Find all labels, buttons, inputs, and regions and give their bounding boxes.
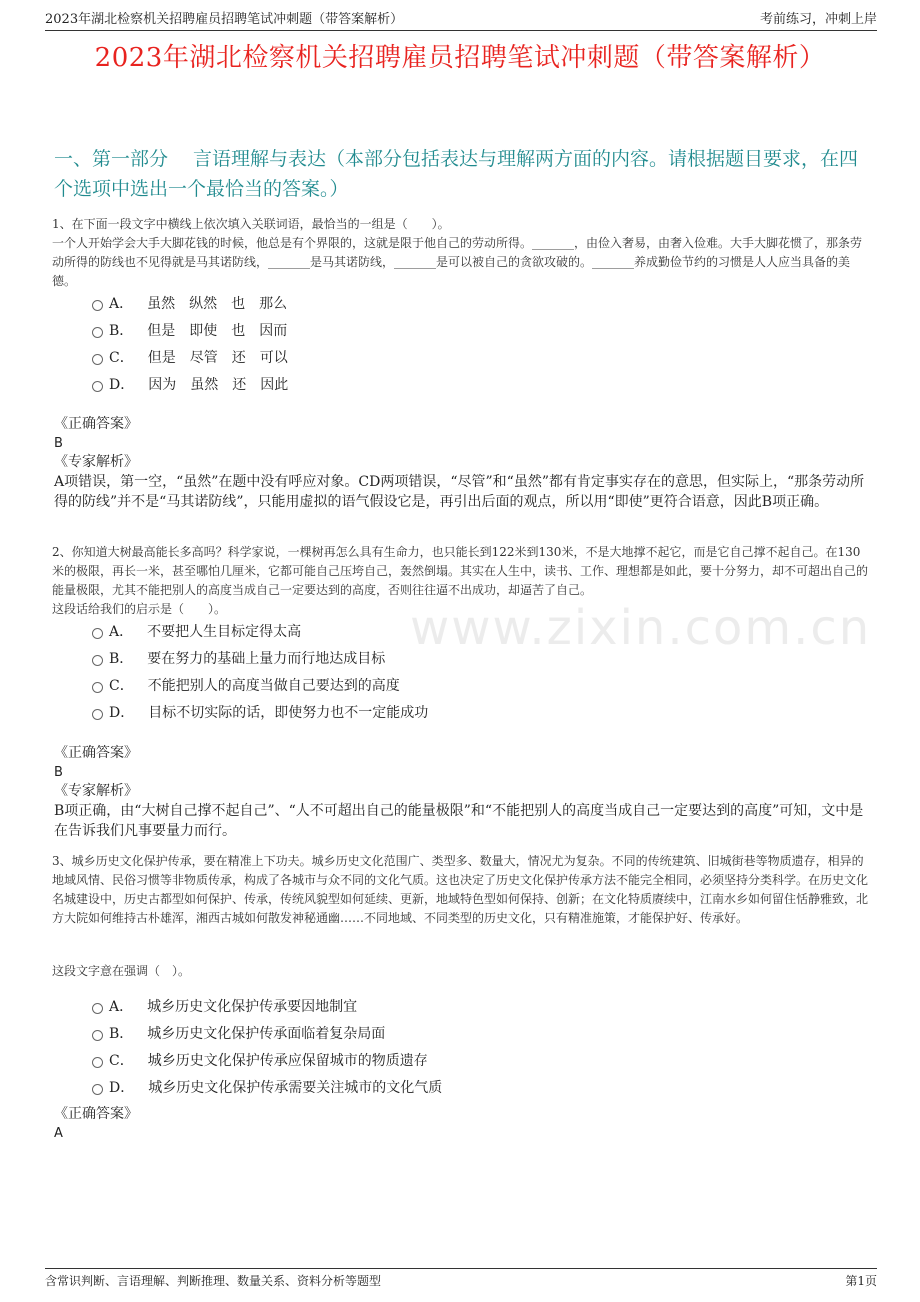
question-3-options bbox=[92, 992, 442, 1100]
option-letter: B． bbox=[109, 322, 134, 339]
option-b[interactable] bbox=[92, 316, 288, 343]
option-letter: D． bbox=[109, 1079, 135, 1096]
option-c[interactable] bbox=[92, 671, 428, 698]
option-a[interactable] bbox=[92, 289, 288, 316]
document-title: 2023年湖北检察机关招聘雇员招聘笔试冲刺题（带答案解析） bbox=[94, 43, 826, 73]
question-3-answer bbox=[54, 1105, 874, 1143]
answer-label: 《正确答案》 bbox=[54, 1106, 138, 1122]
option-letter: A． bbox=[109, 623, 134, 640]
option-letter: B． bbox=[109, 650, 134, 667]
option-a[interactable] bbox=[92, 617, 428, 644]
question-2-stem: 2、你知道大树最高能长多高吗？科学家说，一棵树再怎么具有生命力，也只能长到122米到130米，不是大地撑不起它，而是它自己撑不起自己。在130米的极限，再长一米，甚至哪怕几厘米，它都可能自己压垮自己，轰然倒塌。其实在人生中，读书、工作、理想都是如此，要十分努力，却不可超出自己的能量极限，尤其不能把别人的高度当成自己一定要达到的高度，否则往往逼不出成功，却逼苦了自己。 bbox=[52, 545, 869, 597]
option-letter: D． bbox=[109, 704, 135, 721]
radio-icon[interactable] bbox=[92, 1030, 103, 1041]
answer-label: 《正确答案》 bbox=[54, 416, 138, 432]
question-1-passage: 一个人开始学会大手大脚花钱的时候，他总是有个界限的，这就是限于他自己的劳动所得。_______，由俭入奢易，由奢入俭难。大手大脚花惯了，那条劳动所得的防线也不见得就是马其诺防线，_______是马其诺防线，_______是可以被自己的贪欲攻破的。_______养成勤俭节约的习惯是人人应当具备的美德。 bbox=[52, 236, 863, 288]
option-text: 城乡历史文化保护传承面临着复杂局面 bbox=[147, 1025, 386, 1042]
header-right-text: 考前练习，冲刺上岸 bbox=[759, 12, 877, 27]
option-letter: A． bbox=[109, 295, 134, 312]
question-2-answer bbox=[54, 744, 874, 841]
option-c[interactable] bbox=[92, 343, 288, 370]
footer-left-text: 含常识判断、言语理解、判断推理、数量关系、资料分析等题型 bbox=[45, 1274, 382, 1288]
page-header bbox=[45, 8, 877, 31]
radio-icon[interactable] bbox=[92, 655, 103, 666]
answer-label: 《正确答案》 bbox=[54, 745, 138, 761]
option-text: 要在努力的基础上量力而行地达成目标 bbox=[147, 650, 386, 667]
option-letter: D． bbox=[109, 376, 135, 393]
analysis-text: A项错误，第一空，“虽然”在题中没有呼应对象。CD两项错误，“尽管”和“虽然”都有肯定事实存在的意思，但实际上，“那条劳动所得的防线”并不是“马其诺防线”，只能用虚拟的语气假设它是，再引出后面的观点，所以用“即使”更符合语意，因此B项正确。 bbox=[54, 474, 865, 510]
option-letter: C． bbox=[109, 677, 134, 694]
radio-icon[interactable] bbox=[92, 1003, 103, 1014]
question-1-stem: 1、在下面一段文字中横线上依次填入关联词语，最恰当的一组是（ ）。 bbox=[52, 217, 450, 231]
option-text: 城乡历史文化保护传承要因地制宜 bbox=[147, 998, 358, 1015]
option-text: 但是 即使 也 因而 bbox=[147, 322, 288, 339]
option-letter: A． bbox=[109, 998, 134, 1015]
analysis-label: 《专家解析》 bbox=[54, 454, 138, 470]
question-3-prompt: 这段文字意在强调（ ）。 bbox=[52, 964, 191, 978]
section-heading: 一、第一部分 言语理解与表达（本部分包括表达与理解两方面的内容。请根据题目要求，在四个选项中选出一个最恰当的答案。） bbox=[54, 148, 859, 200]
radio-icon[interactable] bbox=[92, 628, 103, 639]
option-d[interactable] bbox=[92, 698, 428, 725]
radio-icon[interactable] bbox=[92, 709, 103, 720]
option-d[interactable] bbox=[92, 370, 288, 397]
page-number: 第1页 bbox=[845, 1274, 877, 1288]
option-letter: C． bbox=[109, 1052, 134, 1069]
question-1-options bbox=[92, 289, 288, 397]
option-text: 城乡历史文化保护传承需要关注城市的文化气质 bbox=[148, 1079, 443, 1096]
option-letter: B． bbox=[109, 1025, 134, 1042]
radio-icon[interactable] bbox=[92, 300, 103, 311]
radio-icon[interactable] bbox=[92, 327, 103, 338]
question-1-answer bbox=[54, 415, 874, 512]
option-text: 不能把别人的高度当做自己要达到的高度 bbox=[147, 677, 400, 694]
option-d[interactable] bbox=[92, 1073, 442, 1100]
question-2-options bbox=[92, 617, 428, 725]
watermark-text: www.zixin.com.cn bbox=[410, 600, 872, 656]
option-text: 因为 虽然 还 因此 bbox=[148, 376, 289, 393]
answer-value: B bbox=[54, 436, 63, 451]
answer-value: A bbox=[54, 1126, 63, 1141]
analysis-label: 《专家解析》 bbox=[54, 783, 138, 799]
option-b[interactable] bbox=[92, 644, 428, 671]
option-text: 但是 尽管 还 可以 bbox=[147, 349, 288, 366]
option-text: 虽然 纵然 也 那么 bbox=[147, 295, 288, 312]
radio-icon[interactable] bbox=[92, 682, 103, 693]
analysis-text: B项正确，由“大树自己撑不起自己”、“人不可超出自己的能量极限”和“不能把别人的高度当成自己一定要达到的高度”可知，文中是在告诉我们凡事要量力而行。 bbox=[54, 803, 864, 839]
option-text: 目标不切实际的话，即使努力也不一定能成功 bbox=[148, 704, 429, 721]
header-left-text: 2023年湖北检察机关招聘雇员招聘笔试冲刺题（带答案解析） bbox=[45, 12, 404, 27]
answer-value: B bbox=[54, 765, 63, 780]
option-text: 城乡历史文化保护传承应保留城市的物质遗存 bbox=[147, 1052, 428, 1069]
option-text: 不要把人生目标定得太高 bbox=[147, 623, 302, 640]
question-3-stem: 3、城乡历史文化保护传承，要在精准上下功夫。城乡历史文化范围广、类型多、数量大，情况尤为复杂。不同的传统建筑、旧城街巷等物质遗存，相异的地域风情、民俗习惯等非物质传承，构成了各城市与众不同的文化气质。这也决定了历史文化保护传承方法不能完全相同，必须坚持分类科学。在历史文化名城建设中，历史古都型如何保护、传承，传统风貌型如何延续、更新，地域特色型如何保持、创新；在文化特质赓续中，江南水乡如何留住恬静雅致，北方大院如何维持古朴雄浑，湘西古城如何散发神秘通幽……不同地域、不同类型的历史文化，只有精准施策，才能保护好、传承好。 bbox=[52, 854, 869, 925]
option-b[interactable] bbox=[92, 1019, 442, 1046]
radio-icon[interactable] bbox=[92, 381, 103, 392]
option-c[interactable] bbox=[92, 1046, 442, 1073]
page-footer bbox=[45, 1268, 877, 1289]
radio-icon[interactable] bbox=[92, 1057, 103, 1068]
radio-icon[interactable] bbox=[92, 354, 103, 365]
option-letter: C． bbox=[109, 349, 134, 366]
option-a[interactable] bbox=[92, 992, 442, 1019]
question-2-prompt: 这段话给我们的启示是（ ）。 bbox=[52, 602, 227, 616]
radio-icon[interactable] bbox=[92, 1084, 103, 1095]
